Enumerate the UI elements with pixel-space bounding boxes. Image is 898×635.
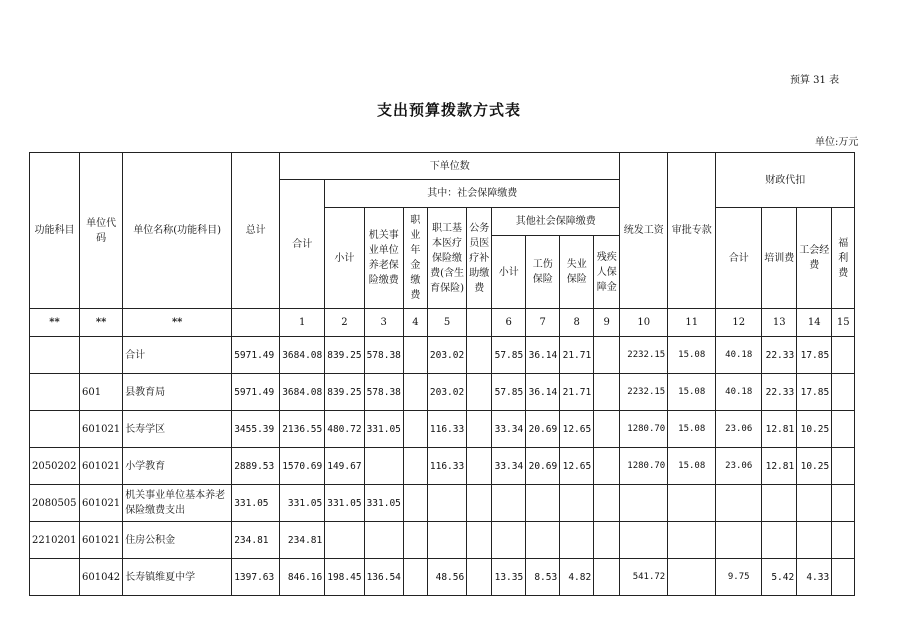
cell-value	[832, 448, 855, 485]
cell-total: 1397.63	[232, 559, 280, 596]
table-row	[30, 559, 855, 596]
cell-value: 36.14	[526, 337, 560, 374]
budget-table	[29, 152, 855, 596]
cell-value	[668, 522, 716, 559]
header-fiscal: 财政代扣	[716, 153, 855, 208]
cell-value	[325, 522, 364, 559]
cell-value	[364, 448, 403, 485]
unit-label: 单位:万元	[815, 137, 859, 148]
cell-value	[467, 485, 492, 522]
cell-value	[467, 337, 492, 374]
cell-value: 203.02	[427, 337, 466, 374]
cell-value: 116.33	[427, 411, 466, 448]
cell-value: 331.05	[364, 411, 403, 448]
cell-total: 331.05	[232, 485, 280, 522]
cell-value: 839.25	[325, 337, 364, 374]
cell-func-subject	[30, 559, 80, 596]
cell-value: 839.25	[325, 374, 364, 411]
index-cell: **	[30, 309, 80, 337]
cell-value: 4.33	[797, 559, 832, 596]
cell-value	[403, 411, 427, 448]
cell-value: 20.69	[526, 448, 560, 485]
cell-value	[832, 374, 855, 411]
cell-value	[762, 485, 797, 522]
cell-value: 15.08	[668, 337, 716, 374]
header-total: 总计	[232, 153, 280, 309]
cell-unit-code: 601021	[80, 522, 123, 559]
cell-value	[832, 485, 855, 522]
header-injury: 工伤保险	[526, 236, 560, 309]
cell-value	[668, 485, 716, 522]
cell-value: 5.42	[762, 559, 797, 596]
cell-value: 15.08	[668, 374, 716, 411]
cell-value: 331.05	[325, 485, 364, 522]
table-row	[30, 337, 855, 374]
cell-value: 8.53	[526, 559, 560, 596]
index-cell: 7	[526, 309, 560, 337]
cell-value: 23.06	[716, 448, 762, 485]
header-special: 审批专款	[668, 153, 716, 309]
cell-func-subject: 2210201	[30, 522, 80, 559]
cell-value: 20.69	[526, 411, 560, 448]
cell-value: 57.85	[492, 374, 526, 411]
cell-value	[364, 522, 403, 559]
cell-value: 331.05	[280, 485, 325, 522]
cell-value: 12.65	[560, 448, 594, 485]
index-cell	[232, 309, 280, 337]
cell-value	[832, 559, 855, 596]
header-civil-medical: 公务员医疗补助缴费	[467, 208, 492, 309]
cell-value: 12.81	[762, 448, 797, 485]
cell-value	[403, 485, 427, 522]
header-subtotal-sum: 合计	[280, 180, 325, 309]
cell-value: 22.33	[762, 337, 797, 374]
cell-value	[560, 485, 594, 522]
cell-value: 1280.70	[620, 411, 668, 448]
cell-unit-code: 601021	[80, 448, 123, 485]
cell-value: 2136.55	[280, 411, 325, 448]
cell-value	[467, 522, 492, 559]
cell-value: 149.67	[325, 448, 364, 485]
cell-value: 17.85	[797, 374, 832, 411]
cell-value	[467, 374, 492, 411]
cell-value	[427, 485, 466, 522]
cell-value	[668, 559, 716, 596]
cell-value	[403, 448, 427, 485]
cell-value: 203.02	[427, 374, 466, 411]
cell-value: 9.75	[716, 559, 762, 596]
index-cell: **	[80, 309, 123, 337]
cell-value: 12.65	[560, 411, 594, 448]
index-cell: 11	[668, 309, 716, 337]
header-fiscal-sum: 合计	[716, 208, 762, 309]
cell-value	[427, 522, 466, 559]
cell-func-subject: 2080505	[30, 485, 80, 522]
cell-unit-code	[80, 337, 123, 374]
cell-value: 48.56	[427, 559, 466, 596]
cell-total: 5971.49	[232, 337, 280, 374]
cell-value: 234.81	[280, 522, 325, 559]
cell-value	[492, 522, 526, 559]
cell-value: 17.85	[797, 337, 832, 374]
cell-value	[467, 448, 492, 485]
cell-value: 1280.70	[620, 448, 668, 485]
cell-unit-name: 机关事业单位基本养老保险缴费支出	[123, 485, 232, 522]
cell-value: 2232.15	[620, 337, 668, 374]
cell-value	[594, 337, 620, 374]
index-cell	[467, 309, 492, 337]
table-row	[30, 374, 855, 411]
cell-value	[620, 485, 668, 522]
index-cell: 15	[832, 309, 855, 337]
cell-value	[594, 522, 620, 559]
cell-unit-name: 住房公积金	[123, 522, 232, 559]
cell-value: 15.08	[668, 448, 716, 485]
cell-unit-name: 长寿镇维夏中学	[123, 559, 232, 596]
cell-total: 234.81	[232, 522, 280, 559]
cell-value: 116.33	[427, 448, 466, 485]
header-training: 培训费	[762, 208, 797, 309]
cell-value: 4.82	[560, 559, 594, 596]
index-cell: 1	[280, 309, 325, 337]
cell-value: 846.16	[280, 559, 325, 596]
cell-value	[467, 559, 492, 596]
header-row-1	[30, 153, 855, 180]
cell-value: 2232.15	[620, 374, 668, 411]
table-row	[30, 522, 855, 559]
cell-value	[526, 485, 560, 522]
cell-value: 1570.69	[280, 448, 325, 485]
cell-total: 2889.53	[232, 448, 280, 485]
cell-value	[594, 411, 620, 448]
table-row	[30, 485, 855, 522]
cell-unit-code: 601042	[80, 559, 123, 596]
table-row	[30, 448, 855, 485]
cell-func-subject: 2050202	[30, 448, 80, 485]
cell-value	[526, 522, 560, 559]
header-social-security: 其中：社会保障缴费	[325, 180, 620, 208]
cell-value: 21.71	[560, 374, 594, 411]
index-cell: 8	[560, 309, 594, 337]
header-unit-name: 单位名称(功能科目)	[123, 153, 232, 309]
cell-value	[832, 411, 855, 448]
header-unemployment: 失业保险	[560, 236, 594, 309]
header-union: 工会经费	[797, 208, 832, 309]
header-disability: 残疾人保障金	[594, 236, 620, 309]
cell-unit-name: 长寿学区	[123, 411, 232, 448]
cell-value: 10.25	[797, 411, 832, 448]
header-unit-code: 单位代码	[80, 153, 123, 309]
cell-value	[594, 374, 620, 411]
header-pension: 机关事业单位养老保险缴费	[364, 208, 403, 309]
cell-value	[467, 411, 492, 448]
cell-value: 40.18	[716, 374, 762, 411]
cell-value	[594, 559, 620, 596]
cell-value	[403, 374, 427, 411]
cell-value: 15.08	[668, 411, 716, 448]
index-cell: 12	[716, 309, 762, 337]
cell-value: 22.33	[762, 374, 797, 411]
cell-value: 136.54	[364, 559, 403, 596]
index-cell: 4	[403, 309, 427, 337]
cell-value: 3684.08	[280, 337, 325, 374]
cell-total: 3455.39	[232, 411, 280, 448]
cell-value: 10.25	[797, 448, 832, 485]
cell-unit-name: 县教育局	[123, 374, 232, 411]
index-cell: 6	[492, 309, 526, 337]
cell-value: 36.14	[526, 374, 560, 411]
cell-value	[832, 337, 855, 374]
cell-value: 3684.08	[280, 374, 325, 411]
header-ss-subtotal: 小计	[325, 208, 364, 309]
index-cell: 2	[325, 309, 364, 337]
cell-value: 578.38	[364, 337, 403, 374]
index-cell: 14	[797, 309, 832, 337]
cell-unit-name: 小学教育	[123, 448, 232, 485]
index-cell: 13	[762, 309, 797, 337]
cell-value	[403, 522, 427, 559]
cell-total: 5971.49	[232, 374, 280, 411]
cell-value	[560, 522, 594, 559]
cell-value: 198.45	[325, 559, 364, 596]
header-welfare: 福利费	[832, 208, 855, 309]
cell-value	[594, 485, 620, 522]
cell-value: 57.85	[492, 337, 526, 374]
cell-value: 33.34	[492, 448, 526, 485]
cell-func-subject	[30, 411, 80, 448]
cell-value: 541.72	[620, 559, 668, 596]
cell-value: 12.81	[762, 411, 797, 448]
header-salary: 统发工资	[620, 153, 668, 309]
cell-value: 33.34	[492, 411, 526, 448]
index-cell: 5	[427, 309, 466, 337]
table-code: 预算 31 表	[790, 75, 840, 86]
cell-unit-code: 601021	[80, 485, 123, 522]
index-cell: 10	[620, 309, 668, 337]
cell-value	[594, 448, 620, 485]
header-other-subtotal: 小计	[492, 236, 526, 309]
header-lower-unit: 下单位数	[280, 153, 620, 180]
index-cell: 9	[594, 309, 620, 337]
cell-func-subject	[30, 374, 80, 411]
cell-value	[492, 485, 526, 522]
index-cell: 3	[364, 309, 403, 337]
cell-value: 480.72	[325, 411, 364, 448]
index-cell: **	[123, 309, 232, 337]
cell-value	[832, 522, 855, 559]
cell-value: 40.18	[716, 337, 762, 374]
cell-value	[716, 485, 762, 522]
table-row	[30, 411, 855, 448]
cell-value: 331.05	[364, 485, 403, 522]
page-title: 支出预算拨款方式表	[376, 101, 521, 119]
cell-value: 578.38	[364, 374, 403, 411]
cell-value	[797, 485, 832, 522]
cell-value	[403, 337, 427, 374]
cell-unit-code: 601021	[80, 411, 123, 448]
cell-unit-code: 601	[80, 374, 123, 411]
cell-value: 13.35	[492, 559, 526, 596]
cell-value: 23.06	[716, 411, 762, 448]
cell-value	[797, 522, 832, 559]
index-row	[30, 309, 855, 337]
header-other-ss: 其他社会保障缴费	[492, 208, 620, 236]
cell-value	[716, 522, 762, 559]
cell-unit-name: 合计	[123, 337, 232, 374]
header-medical: 职工基本医疗保险缴费(含生育保险)	[427, 208, 466, 309]
header-func-subject: 功能科目	[30, 153, 80, 309]
header-annuity: 职业年金缴费	[403, 208, 427, 309]
cell-value	[762, 522, 797, 559]
cell-value: 21.71	[560, 337, 594, 374]
cell-value	[403, 559, 427, 596]
cell-value	[620, 522, 668, 559]
cell-func-subject	[30, 337, 80, 374]
budget-table-wrapper	[29, 152, 855, 596]
